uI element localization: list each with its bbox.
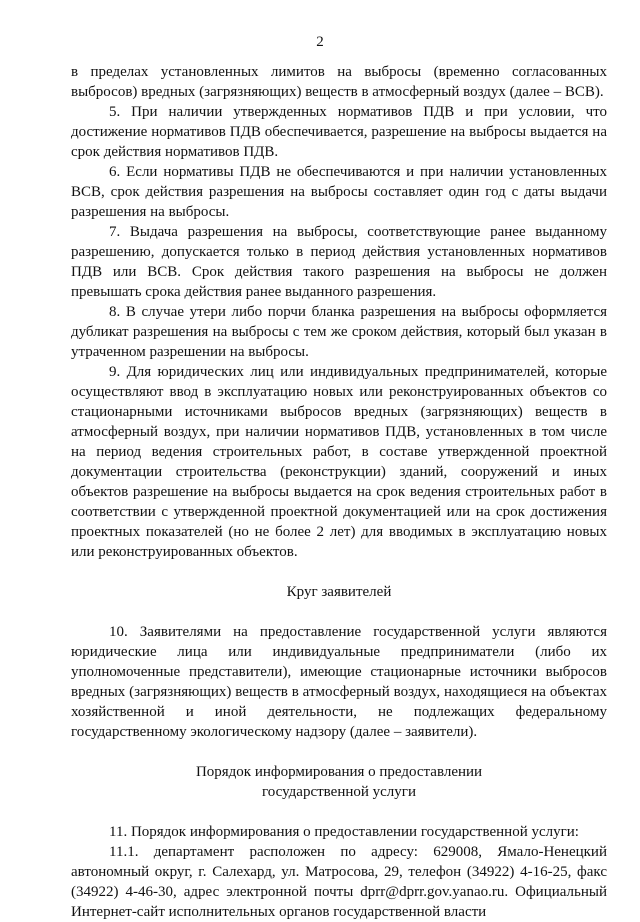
paragraph-11-1: 11.1. департамент расположен по адресу: 629008, Ямало-Ненецкий автономный округ, г. Салехард, ул. Матросова, 29, телефон (34922) 4-16-25, факс (34922) 4-46-30, адрес электронной почты dprr@dprr.gov.yanao.ru. Официальный Интернет-сайт исполнительных органов государственной власти [71,844,607,920]
paragraph-continuation: в пределах установленных лимитов на выбросы (временно согласованных выбросов) вредных (загрязняющих) веществ в атмосферный воздух (далее – ВСВ). [71,64,607,100]
paragraph-8: 8. В случае утери либо порчи бланка разрешения на выбросы оформляется дубликат разрешения на выбросы с тем же сроком действия, который был указан в утраченном разрешении на выбросы. [71,304,607,360]
section-heading-info-line2: государственной услуги [262,784,416,800]
paragraph-5: 5. При наличии утвержденных нормативов ПДВ и при условии, что достижение нормативов ПДВ обеспечивается, разрешение на выбросы выдается на срок действия нормативов ПДВ. [71,104,607,160]
section-heading-info-line1: Порядок информирования о предоставлении [195,764,483,780]
paragraph-10: 10. Заявителями на предоставление государственной услуги являются юридические лица или индивидуальные предприниматели (либо их уполномоченные представители), имеющие стационарные источники выбросов вредных (загрязняющих) веществ в атмосферный воздух, находящиеся на объектах хозяйственной и иной деятельности, не подлежащих федеральному государственному экологическому надзору (далее – заявители). [71,624,607,740]
paragraph-6: 6. Если нормативы ПДВ не обеспечиваются и при наличии установленных ВСВ, срок действия разрешения на выбросы составляет один год с даты выдачи разрешения на выбросы. [71,164,607,220]
document-body [71,62,607,922]
paragraph-11: 11. Порядок информирования о предоставлении государственной услуги: [109,824,579,840]
paragraph-7: 7. Выдача разрешения на выбросы, соответствующие ранее выданному разрешению, допускается только в период действия установленных нормативов ПДВ или ВСВ. Срок действия такого разрешения на выбросы не должен превышать срока действия ранее выданного разрешения. [71,224,607,300]
paragraph-9: 9. Для юридических лиц или индивидуальных предпринимателей, которые осуществляют ввод в эксплуатацию новых или реконструированных объектов со стационарными источниками выбросов вредных (загрязняющих) веществ в атмосферный воздух, при наличии нормативов ПДВ, установленных в том числе на период ведения строительных работ, в составе утвержденной проектной документации строительства (реконструкции) зданий, сооружений и иных объектов разрешение на выбросы выдается на срок ведения строительных работ в соответствии с утвержденной проектной документацией или на срок достижения проектных показателей (но не более 2 лет) для вводимых в эксплуатацию новых или реконструированных объектов. [71,364,607,560]
section-heading-applicants: Круг заявителей [286,584,392,600]
page-number: 2 [316,34,324,50]
